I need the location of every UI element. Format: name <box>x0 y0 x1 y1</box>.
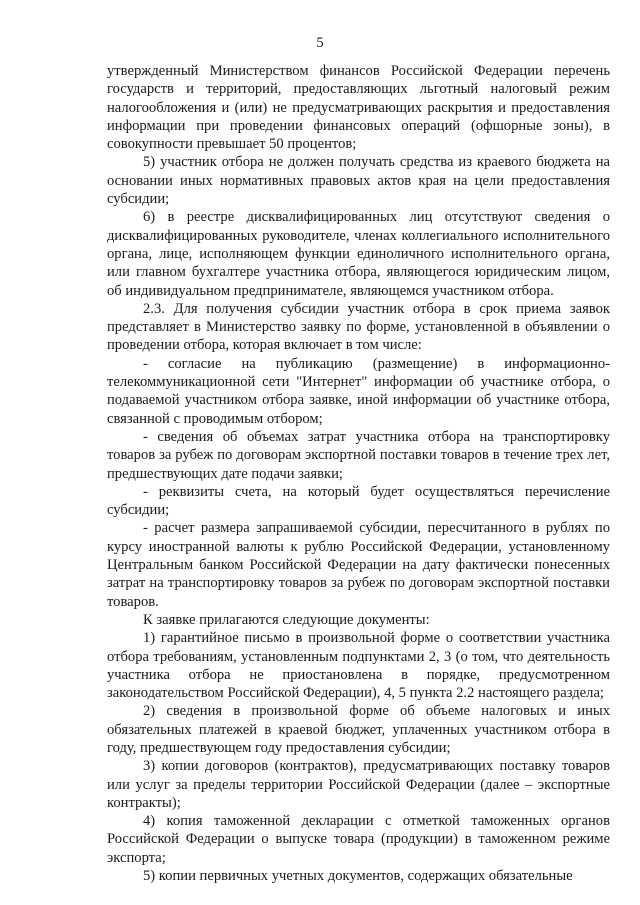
doc-item-4-customs-declaration: 4) копия таможенной декларации с отметкой таможенных органов Российской Федерации о выпуске товара (продукции) в таможенном режиме экспорта; <box>107 813 610 866</box>
paragraph-item-5-budget: 5) участник отбора не должен получать средства из краевого бюджета на основании иных нормативных правовых актов края на цели предоставления субсидии; <box>107 154 610 208</box>
doc-item-5-primary-documents: 5) копии первичных учетных документов, содержащих обязательные <box>143 868 573 885</box>
bullet-transport-costs: - сведения об объемах затрат участника отбора на транспортировку товаров за рубеж по договорам экспортной поставки товаров в течение трех лет, предшествующих дате подачи заявки; <box>107 428 610 482</box>
bullet-subsidy-calculation: - расчет размера запрашиваемой субсидии, пересчитанного в рублях по курсу иностранной валюты к рублю Российской Федерации, установленному Центральным банком Российской Федерации на дату фактически понесенных затрат на транспортировку товаров за рубеж по договорам экспортной поставки товаров. <box>107 520 610 610</box>
paragraph-attached-documents: К заявке прилагаются следующие документы: <box>143 611 430 628</box>
doc-item-1-guarantee-letter: 1) гарантийное письмо в произвольной форме о соответствии участника отбора требованиям, установленным подпунктами 2, 3 (о том, что деятельность участника отбора не приостановлена в порядке, предусмотренном законодательством Российской Федерации), 4, 5 пункта 2.2 настоящего раздела; <box>107 630 610 702</box>
paragraph-offshore-list: утвержденный Министерством финансов Российской Федерации перечень государств и территорий, предоставляющих льготный налоговый режим налогообложения и (или) не предусматривающих раскрытия и предоставления информации при проведении финансовых операций (офшорные зоны), в совокупности превышает 50 процентов; <box>107 63 610 153</box>
doc-item-3-contracts: 3) копии договоров (контрактов), предусматривающих поставку товаров или услуг за пределы территории Российской Федерации (далее – экспортные контракты); <box>107 758 610 811</box>
doc-item-2-tax-info: 2) сведения в произвольной форме об объеме налоговых и иных обязательных платежей в краевой бюджет, уплаченных участником отбора в году, предшествующем году предоставления субсидии; <box>107 703 610 756</box>
page-number: 5 <box>316 35 324 51</box>
bullet-bank-details: - реквизиты счета, на который будет осуществляться перечисление субсидии; <box>107 483 610 519</box>
document-body <box>107 62 610 885</box>
bullet-consent-publication: - согласие на публикацию (размещение) в информационно-телекоммуникационной сети "Интернет" информации об участнике отбора, о подаваемой участником отбора заявке, иной информации об участнике отбора, связанной с проводимым отбором; <box>107 355 610 427</box>
paragraph-item-6-disqualified: 6) в реестре дисквалифицированных лиц отсутствуют сведения о дисквалифицированных руководителе, членах коллегиального исполнительного органа, лице, исполняющем функции единоличного исполнительного органа, или главном бухгалтере участника отбора, являющегося юридическим лицом, об индивидуальном предпринимателе, являющемся участником отбора. <box>107 209 610 299</box>
paragraph-2-3-application: 2.3. Для получения субсидии участник отбора в срок приема заявок представляет в Министерство заявку по форме, установленной в объявлении о проведении отбора, которая включает в том числе: <box>107 300 610 354</box>
